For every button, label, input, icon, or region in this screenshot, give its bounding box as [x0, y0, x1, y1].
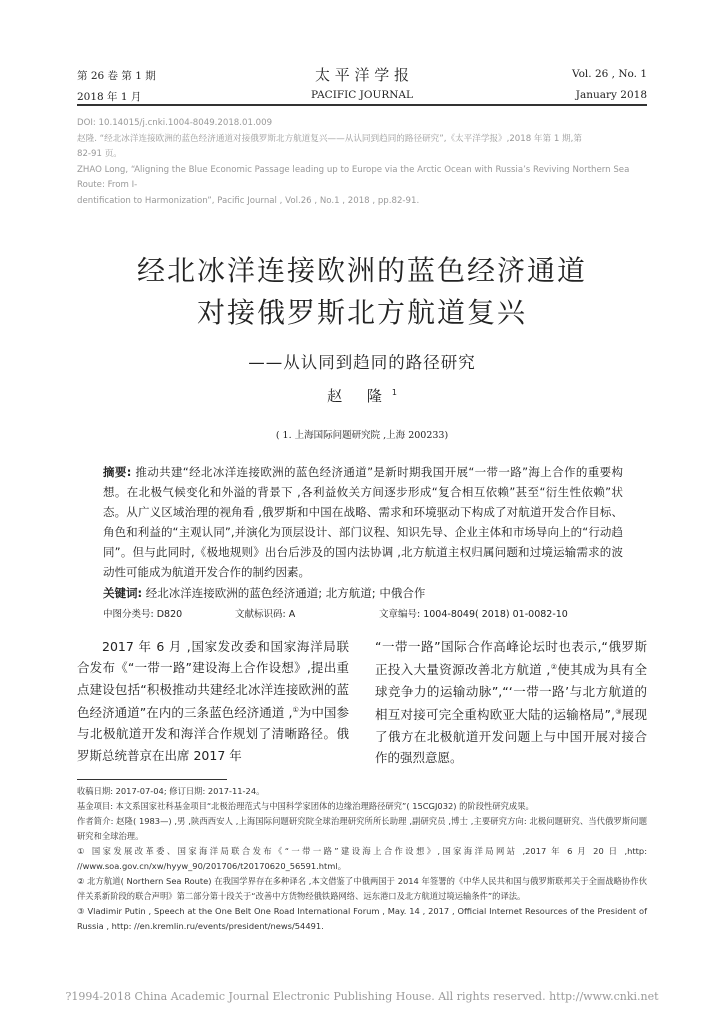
body-right-column	[375, 636, 647, 768]
body-text: “一带一路”国际合作高峰论坛时也表示,“俄罗斯正投入大量资源改善北方航道 ,	[375, 639, 647, 678]
author-sup: 1	[391, 388, 397, 397]
body-text: 2017 年 6 月 ,国家发改委和国家海洋局联合发布《“一带一路”建设海上合作设想》,提出重点建设包括“积极推动共建经北冰洋连接欧洲的蓝色经济通道”在内的三条蓝色经济通道 ,	[77, 639, 349, 721]
header-volume-en: Vol. 26 , No. 1	[571, 68, 647, 80]
footnotes	[77, 784, 647, 934]
header-journal-en: PACIFIC JOURNAL	[311, 89, 413, 101]
footnote-ref-1[interactable]: ①	[292, 705, 299, 714]
header-date-cn: 2018 年 1 月	[77, 91, 142, 103]
header-volume-cn: 第 26 卷 第 1 期	[77, 70, 156, 82]
subtitle: ——从认同到趋同的路径研究	[248, 353, 476, 372]
body-text: 使其成为具有全球竞争力的运输动脉”,“‘一带一路’与北方航道的相互对接可完全重构欧亚大陆的运输格局”,	[375, 662, 647, 723]
body-text: 为中国参与北极航道开发和海洋合作规划了清晰路径。俄罗斯总统普京在出席 2017 年	[77, 705, 349, 763]
body-text: 展现了俄方在北极航道开发问题上与中国开展对接合作的强烈意愿。	[375, 707, 647, 765]
body-left-column	[77, 636, 349, 766]
article-number: 文章编号: 1004-8049( 2018) 01-0082-10	[379, 609, 568, 620]
keywords-label: 关键词:	[103, 586, 143, 600]
abstract	[103, 462, 623, 582]
keywords-text: 经北冰洋连接欧洲的蓝色经济通道; 北方航道; 中俄合作	[142, 586, 426, 600]
abstract-label: 摘要:	[103, 465, 132, 479]
author-bio: 作者简介: 赵隆( 1983—) ,男 ,陕西西安人 ,上海国际问题研究院全球治理研究所所长助理 ,副研究员 ,博士 ,主要研究方向: 北极问题研究、当代俄罗斯问题研究和全球治理。	[77, 816, 647, 841]
footnote-rule	[77, 779, 227, 780]
clc-number: 中图分类号: D820	[103, 609, 183, 620]
footnote-ref-2[interactable]: ②	[550, 663, 558, 672]
citation-en-line2: dentification to Harmonization”, Pacific Journal , Vol.26 , No.1 , 2018 , pp.82-91.	[77, 195, 420, 206]
header-date-en: January 2018	[575, 89, 647, 101]
citation-cn-line2: 82-91 页。	[77, 149, 122, 159]
author-name: 赵 隆	[327, 387, 392, 405]
footnote-1: ① 国家发展改革委、国家海洋局联合发布《“一带一路”建设海上合作设想》,国家海洋局网站 ,2017 年 6 月 20 日 ,http: //www.soa.gov.cn/xw/hyyw_90/201706/t20170620_56591.html。	[77, 846, 647, 871]
received-date: 收稿日期: 2017-07-04; 修订日期: 2017-11-24。	[77, 786, 265, 796]
footnote-3: ③ Vladimir Putin , Speech at the One Belt One Road International Forum , May. 14 , 2017 , Official Internet Resources of the President of Russia , http: //en.kremlin.ru/events/president/news/54491.	[77, 906, 647, 931]
citation-en-line1: ZHAO Long, “Aligning the Blue Economic Passage leading up to Europe via the Arctic Ocean with Russia’s Reviving Northern Sea Route: From I-	[77, 164, 630, 190]
header-journal-cn: 太 平 洋 学 报	[314, 66, 410, 84]
header-rule	[77, 104, 647, 106]
affiliation: ( 1. 上海国际问题研究院 ,上海 200233)	[275, 430, 449, 441]
copyright-footer: ?1994-2018 China Academic Journal Electronic Publishing House. All rights reserved. http://www.cnki.net	[65, 990, 659, 1003]
title-line2: 对接俄罗斯北方航道复兴	[196, 296, 527, 329]
title-line1: 经北冰洋连接欧洲的蓝色经济通道	[136, 254, 587, 287]
document-code: 文献标识码: A	[235, 609, 296, 620]
citation-cn-line1: 赵隆. “经北冰洋连接欧洲的蓝色经济通道对接俄罗斯北方航道复兴——从认同到趋同的路径研究”,《太平洋学报》,2018 年第 1 期,第	[77, 133, 582, 144]
author	[0, 385, 724, 406]
fund-note: 基金项目: 本文系国家社科基金项目“北极治理范式与中国科学家团体的边缘治理路径研究”( 15CGJ032) 的阶段性研究成果。	[77, 801, 534, 811]
doi: DOI: 10.14015/j.cnki.1004-8049.2018.01.009	[77, 118, 273, 128]
keywords	[103, 583, 623, 603]
body-paragraph	[375, 636, 647, 768]
body-paragraph	[77, 636, 349, 766]
abstract-text: 推动共建“经北冰洋连接欧洲的蓝色经济通道”是新时期我国开展“一带一路”海上合作的重要构想。在北极气候变化和外溢的背景下 ,各利益攸关方间逐步形成“复合相互依赖”甚至“衍生性依赖”状态。从广义区域治理的视角看 ,俄罗斯和中国在战略、需求和环境驱动下构成了对航道开发合作目标、角色和利益的“主观认同”,并演化为顶层设计、部门议程、知识先导、企业主体和市场导向上的“行动趋同”。但与此同时,《极地规则》出台后涉及的国内法协调 ,北方航道主权归属问题和过境运输需求的波动性可能成为航道开发合作的制约因素。	[103, 465, 623, 579]
footnote-ref-3[interactable]: ③	[614, 708, 622, 717]
footnote-2: ② 北方航道( Northern Sea Route) 在我国学界存在多种译名 ,本文借鉴了中俄两国于 2014 年签署的《中华人民共和国与俄罗斯联邦关于全面战略协作伙伴关系新阶段的联合声明》第二部分第十段关于“改善中方货物经俄铁路网络、远东港口及北方航道过境运输条件”的译法。	[77, 876, 647, 901]
citation-block	[77, 116, 647, 209]
